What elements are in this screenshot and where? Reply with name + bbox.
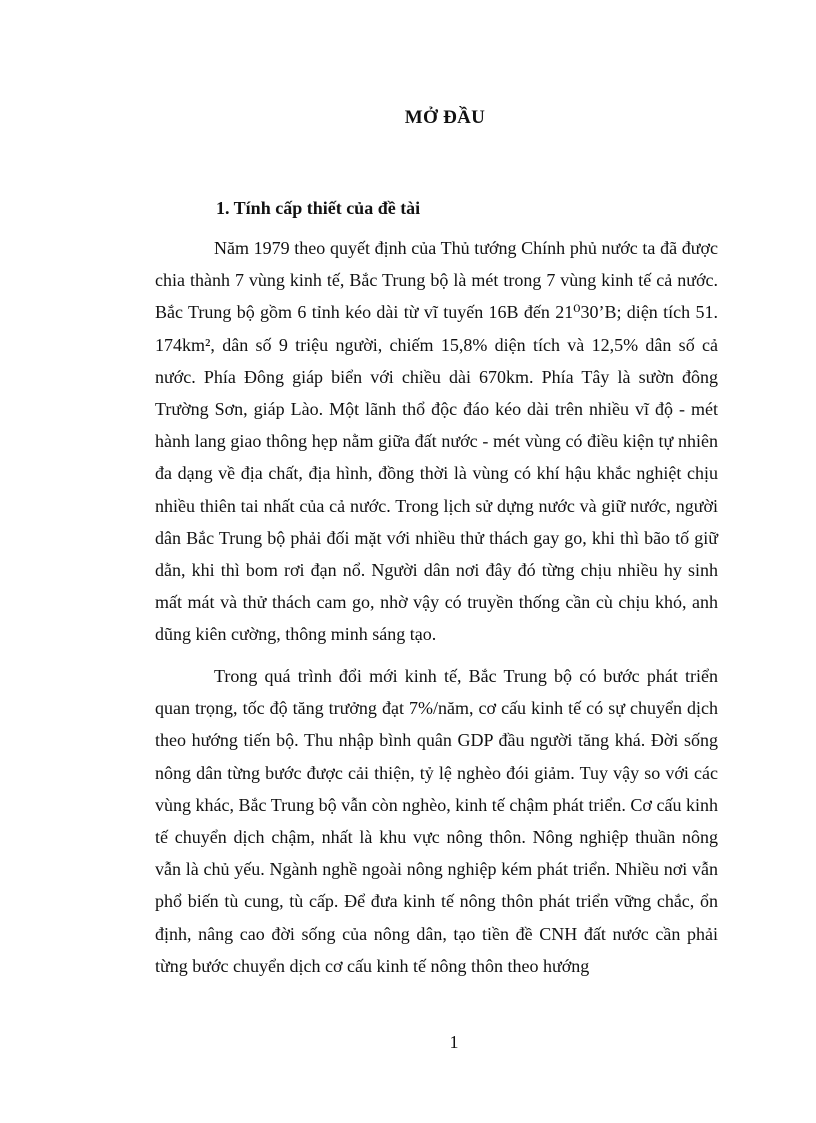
page-title: MỞ ĐẦU <box>404 107 486 128</box>
body-paragraph-1: Năm 1979 theo quyết định của Thủ tướng Chính phủ nước ta đã được chia thành 7 vùng kinh tế, Bắc Trung bộ là mét trong 7 vùng kinh tế cả nước. Bắc Trung bộ gồm 6 tỉnh kéo dài từ vĩ tuyến 16B đến 21⁰30’B; diện tích 51. 174km², dân số 9 triệu người, chiếm 15,8% diện tích và 12,5% dân số cả nước. Phía Đông giáp biển với chiều dài 670km. Phía Tây là sườn đông Trường Sơn, giáp Lào. Một lãnh thổ độc đáo kéo dài trên nhiều vĩ độ - mét hành lang giao thông hẹp nằm giữa đất nước - mét vùng có điều kiện tự nhiên đa dạng về địa chất, địa hình, đồng thời là vùng có khí hậu khắc nghiệt chịu nhiều thiên tai nhất của cả nước. Trong lịch sử dựng nước và giữ nước, người dân Bắc Trung bộ phải đối mặt với nhiều thử thách gay go, khi thì bão tố giữ dằn, khi thì bom rơi đạn nổ. Người dân nơi đây đó từng chịu nhiều hy sinh mất mát và thử thách cam go, nhờ vậy có truyền thống cần cù chịu khó, anh dũng kiên cường, thông minh sáng tạo. <box>155 238 718 645</box>
body-paragraph-2: Trong quá trình đổi mới kinh tế, Bắc Trung bộ có bước phát triển quan trọng, tốc độ tăng trưởng đạt 7%/năm, cơ cấu kinh tế có sự chuyển dịch theo hướng tiến bộ. Thu nhập bình quân GDP đầu người tăng khá. Đời sống nông dân từng bước được cải thiện, tỷ lệ nghèo đói giảm. Tuy vậy so với các vùng khác, Bắc Trung bộ vẫn còn nghèo, kinh tế chậm phát triển. Cơ cấu kinh tế chuyển dịch chậm, nhất là khu vực nông thôn. Nông nghiệp thuần nông vẫn là chủ yếu. Ngành nghề ngoài nông nghiệp kém phát triển. Nhiều nơi vẫn phổ biến tù cung, tù cấp. Để đưa kinh tế nông thôn phát triển vững chắc, ổn định, nâng cao đời sống của nông dân, tạo tiền đề CNH đất nước cần phải từng bước chuyển dịch cơ cấu kinh tế nông thôn theo hướng <box>155 666 718 976</box>
section-heading: 1. Tính cấp thiết của đề tài <box>216 198 421 218</box>
page-number: 1 <box>449 1032 459 1052</box>
